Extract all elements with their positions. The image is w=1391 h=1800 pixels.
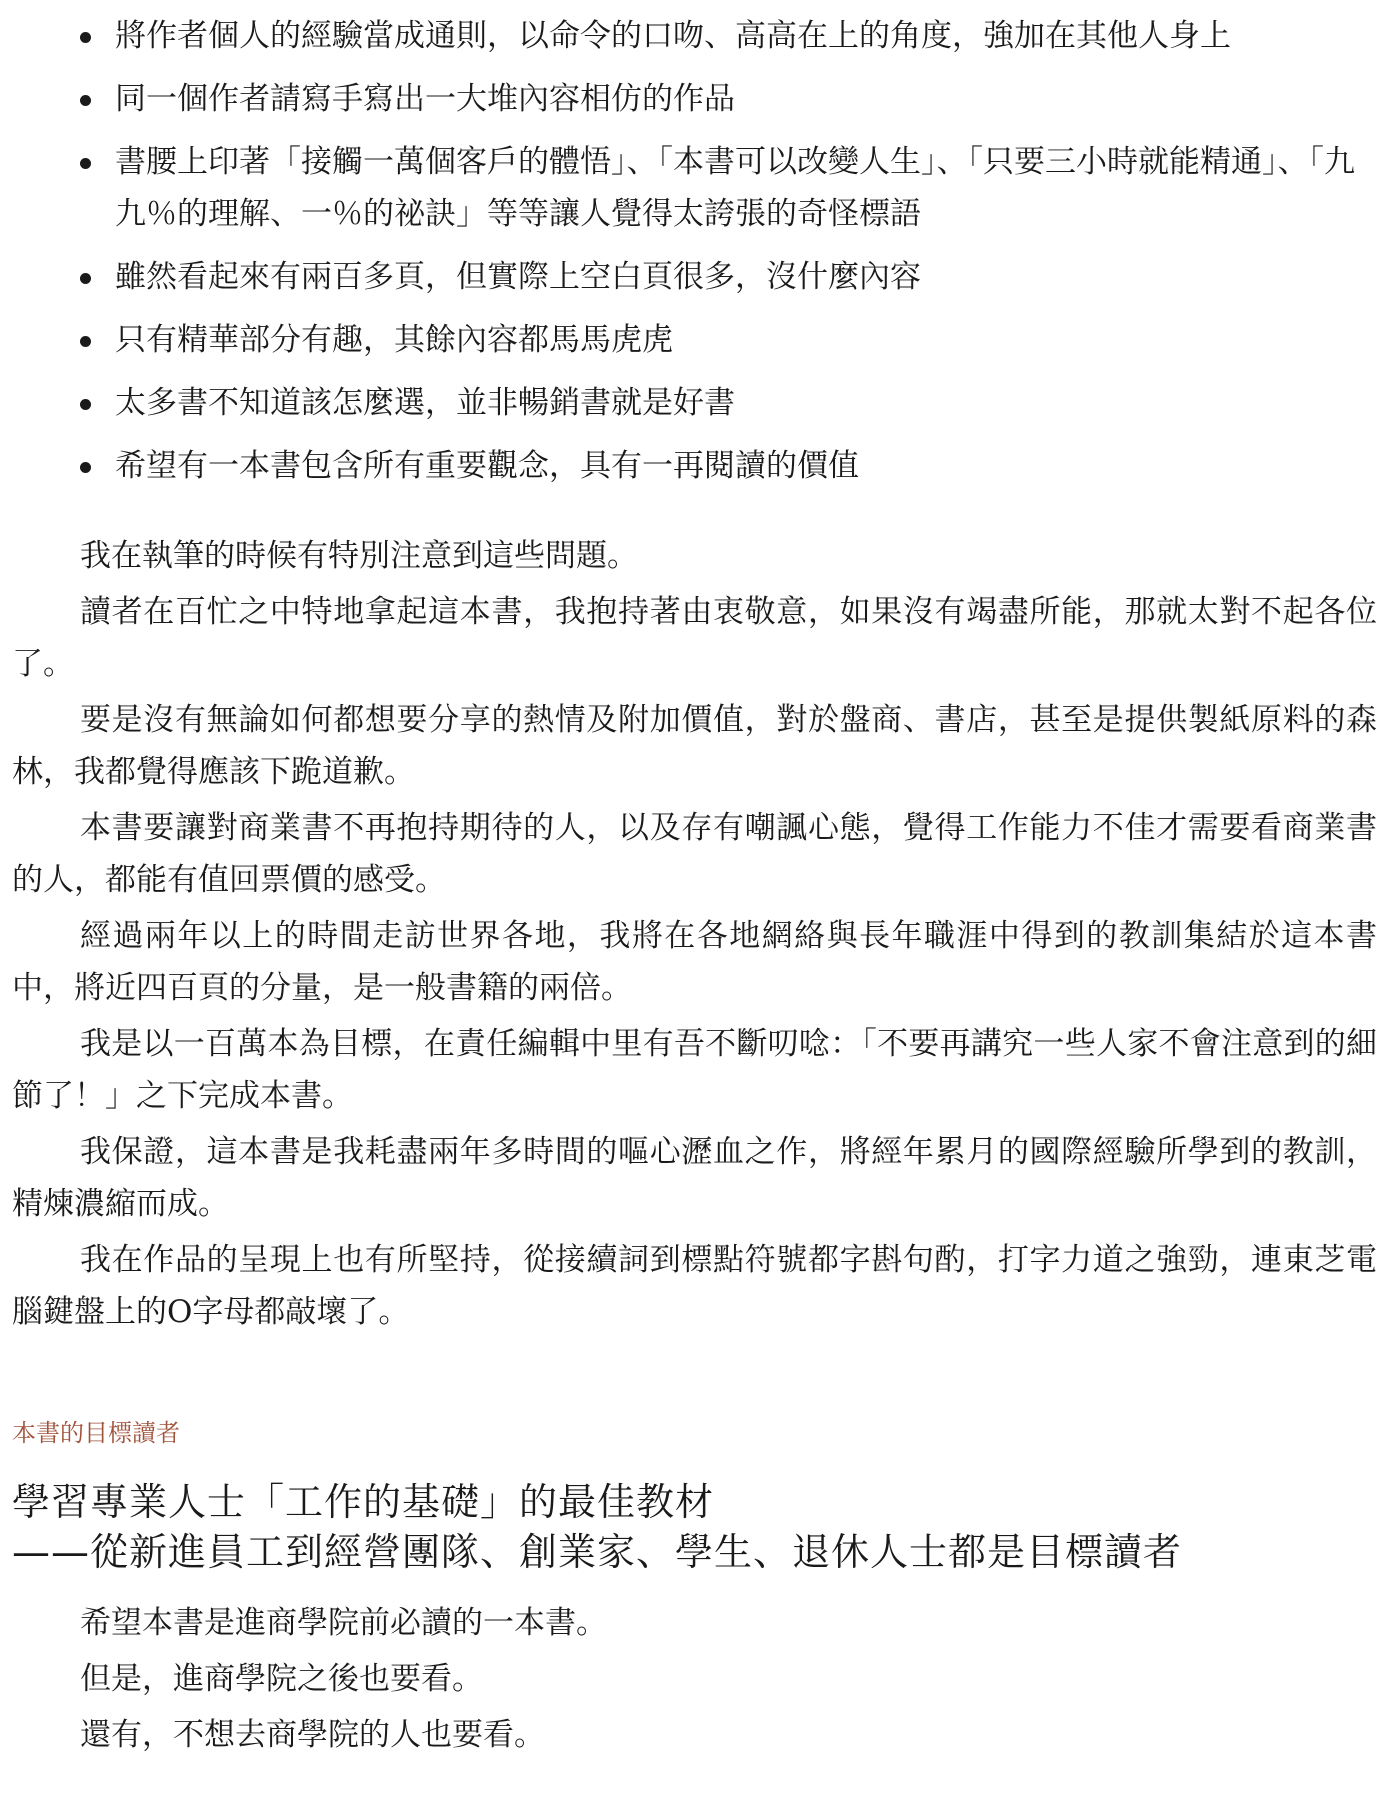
list-item [80,440,1370,492]
list-item-text: 只有精華部分有趣，其餘內容都馬馬虎虎 [115,322,673,358]
paragraph: 我在作品的呈現上也有所堅持，從接續詞到標點符號都字斟句酌，打字力道之強勁，連東芝電腦鍵盤上的O字母都敲壞了。 [12,1242,1377,1330]
paragraph: 讀者在百忙之中特地拿起這本書，我抱持著由衷敬意，如果沒有竭盡所能，那就太對不起各位了。 [12,594,1377,682]
bullet-icon [80,32,91,43]
list-item-text: 同一個作者請寫手寫出一大堆內容相仿的作品 [115,81,735,117]
paragraph: 我保證，這本書是我耗盡兩年多時間的嘔心瀝血之作，將經年累月的國際經驗所學到的教訓，精煉濃縮而成。 [12,1134,1377,1222]
complaint-list [80,10,1370,503]
paragraph: 本書要讓對商業書不再抱持期待的人，以及存有嘲諷心態，覺得工作能力不佳才需要看商業書的人，都能有值回票價的感受。 [12,810,1377,898]
paragraph: 還有，不想去商學院的人也要看。 [80,1717,545,1753]
section-headline [12,1477,1377,1577]
list-item-text: 書腰上印著「接觸一萬個客戶的體悟」、「本書可以改變人生」、「只要三小時就能精通」、「九九％的理解、一％的祕訣」等等讓人覺得太誇張的奇怪標語 [115,144,1355,232]
bullet-icon [80,336,91,347]
bullet-icon [80,399,91,410]
bullet-icon [80,158,91,169]
list-item-text: 太多書不知道該怎麼選，並非暢銷書就是好書 [115,385,735,421]
paragraph: 希望本書是進商學院前必讀的一本書。 [80,1605,607,1641]
list-item [80,377,1370,429]
list-item-text: 雖然看起來有兩百多頁，但實際上空白頁很多，沒什麼內容 [115,259,921,295]
paragraph: 但是，進商學院之後也要看。 [80,1661,483,1697]
body-paragraphs [12,530,1377,1342]
headline-subtitle: ——從新進員工到經營團隊、創業家、學生、退休人士都是目標讀者 [12,1530,1183,1574]
list-item [80,251,1370,303]
list-item [80,10,1370,62]
list-item [80,73,1370,125]
paragraph: 我在執筆的時候有特別注意到這些問題。 [80,538,638,574]
closing-paragraphs [12,1597,1377,1765]
list-item-text: 希望有一本書包含所有重要觀念，具有一再閱讀的價值 [115,448,859,484]
list-item-text: 將作者個人的經驗當成通則，以命令的口吻、高高在上的角度，強加在其他人身上 [115,18,1231,54]
section-label: 本書的目標讀者 [12,1419,180,1447]
bullet-icon [80,273,91,284]
list-item [80,314,1370,366]
list-item [80,136,1370,240]
headline-title: 學習專業人士「工作的基礎」的最佳教材 [12,1480,715,1524]
paragraph: 要是沒有無論如何都想要分享的熱情及附加價值，對於盤商、書店，甚至是提供製紙原料的森林，我都覺得應該下跪道歉。 [12,702,1377,790]
bullet-icon [80,95,91,106]
paragraph: 經過兩年以上的時間走訪世界各地，我將在各地網絡與長年職涯中得到的教訓集結於這本書中，將近四百頁的分量，是一般書籍的兩倍。 [12,918,1377,1006]
bullet-icon [80,462,91,473]
paragraph: 我是以一百萬本為目標，在責任編輯中里有吾不斷叨唸：「不要再講究一些人家不會注意到的細節了！」之下完成本書。 [12,1026,1377,1114]
